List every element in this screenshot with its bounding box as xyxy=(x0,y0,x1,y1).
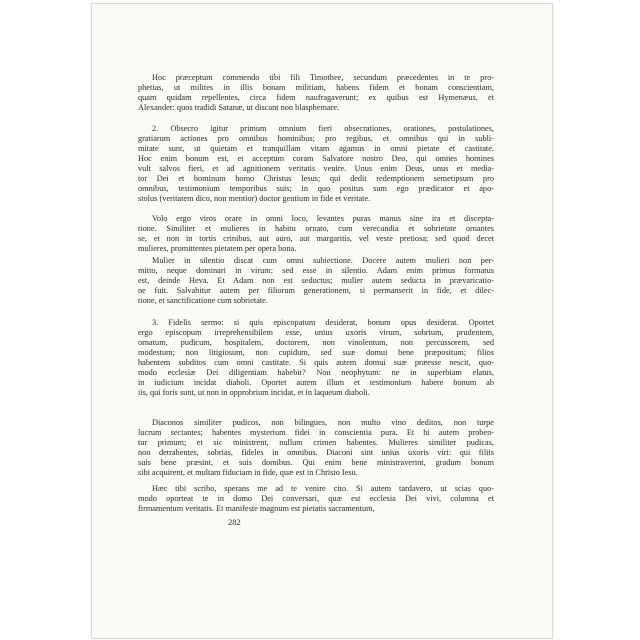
text-line: ornatum, pudicum, hospitalem, doctorem, non vinolentum, non percussorem, sed xyxy=(138,338,494,347)
text-line: Hoc præceptum commendo tibi fili Timothee, secundum præcedentes in te pro- xyxy=(152,73,494,82)
text-line: quam quidam repellentes, circa fidem naufragaverunt; ex quibus est Hymenæus, et xyxy=(138,93,494,102)
text-line: Hoc enim bonum est, et acceptum coram Salvatore nostro Deo, qui omnes homines xyxy=(138,154,494,163)
text-line: tur primum; et sic ministrent, nullum crimen habentes. Mulieres similiter pudicas, xyxy=(138,438,494,447)
text-line: gratiarum actiones pro omnibus hominibus; pro regibus, et omnibus qui in subli- xyxy=(138,134,494,143)
text-line: 3. Fidelis sermo: si quis episcopatum desiderat, bonum opus desiderat. Oportet xyxy=(152,318,494,327)
text-line: suis bene præsint, et suis domibus. Qui enim bene ministraverint, gradum bonum xyxy=(138,458,494,467)
text-line: modestum; non litigiosum, non cupidum, sed suæ domui bene præpositum; filios xyxy=(138,348,494,357)
text-line: sibi acquirent, et multam fiduciam in fide, quæ est in Christo Iesu. xyxy=(138,468,358,477)
text-line: lucrum sectantes; habentes mysterium fidei in conscientia pura. Et hi autem proben- xyxy=(138,428,494,437)
paragraph-1 xyxy=(138,73,494,113)
text-line: phetias, ut milites in illis bonam militiam, habens fidem et bonam conscientiam, xyxy=(138,83,494,92)
page-number: 282 xyxy=(228,517,241,527)
text-line: stolus (veritatem dico, non mentior) doctor gentium in fide et veritate. xyxy=(138,194,371,203)
text-line: tione, et sanctificatione cum sobrietate. xyxy=(138,296,268,305)
text-line: Alexander: quos tradidi Satanæ, ut discant non blasphemare. xyxy=(138,103,340,112)
text-line: ne fuit. Salvabitur autem per filiorum generationem, si permanserit in fide, et dilec- xyxy=(138,286,494,295)
text-line: modo ecclesiæ Dei diligentiam habebit? Non neophytum: ne in superbiam elatus, xyxy=(138,368,494,377)
text-line: mitate sunt, ut quietam et tranquillam vitam agamus in omni pietate et castitate. xyxy=(138,144,494,153)
text-line: Hæc tibi scribo, sperans me ad te venire cito. Si autem tardavero, ut scias quo- xyxy=(152,484,494,493)
text-line: Diaconos similiter pudicos, non bilingues, non multo vino deditos, non turpe xyxy=(152,418,494,427)
text-line: non detrahentes, sobrias, fideles in omnibus. Diaconi sint unius uxoris viri: qui filiis xyxy=(138,448,494,457)
paragraph-6 xyxy=(138,418,494,478)
paragraph-3 xyxy=(138,214,494,254)
paragraph-2 xyxy=(138,124,494,204)
text-line: habentem subditos cum omni castitate. Si quis autem domui suæ præesse nescit, quo- xyxy=(138,358,494,367)
text-line: modo oporteat te in domo Dei conversari, quæ est ecclesia Dei vivi, columna et xyxy=(138,494,494,503)
text-line: tione. Similiter et mulieres in habitu ornato, cum verecundia et sobrietate ornantes xyxy=(138,224,494,233)
text-line: 2. Obsecro igitur primum omnium fieri obsecrationes, orationes, postulationes, xyxy=(152,124,494,133)
text-line: vult salvos fieri, et ad agnitionem veritatis venire. Unus enim Deus, unus et media- xyxy=(138,164,494,173)
text-line: omnibus, testimonium temporibus suis; in quo positus sum ego prædicator et apo- xyxy=(138,184,494,193)
text-line: in iudicium incidat diaboli. Oportet autem illum et testimonium habere bonum ab xyxy=(138,378,494,387)
text-line: mitto, neque dominari in virum: sed esse in silentio. Adam enim primus formatus xyxy=(138,266,494,275)
text-line: tor Dei et hominum homo Christus Iesus; qui dedit redemptionem semetipsum pro xyxy=(138,174,494,183)
text-line: firmamentum veritatis. Et manifeste magnum est pietatis sacramentum, xyxy=(138,504,375,513)
text-line: iis, qui foris sunt, ut non in opprobrium incidat, et in laqueum diaboli. xyxy=(138,388,370,397)
text-line: Volo ergo viros orare in omni loco, levantes puras manus sine ira et discepta- xyxy=(152,214,494,223)
text-line: ergo episcopum irreprehensibilem esse, unius uxoris virum, sobrium, prudentem, xyxy=(138,328,494,337)
text-line: mulieres, promittentes pietatem per opera bona. xyxy=(138,244,297,253)
text-line: se, et non in tortis crinibus, aut auro, aut margaritis, vel veste pretiosa; sed quod decet xyxy=(138,234,494,243)
text-line: est, deinde Heva. Et Adam non est seductus; mulier autem seducta in prævaricatio- xyxy=(138,276,494,285)
paragraph-4 xyxy=(138,256,494,306)
text-line: Mulier in silentio discat cum omni subiectione. Docere autem mulieri non per- xyxy=(152,256,494,265)
paragraph-5 xyxy=(138,318,494,398)
paragraph-7 xyxy=(138,484,494,514)
